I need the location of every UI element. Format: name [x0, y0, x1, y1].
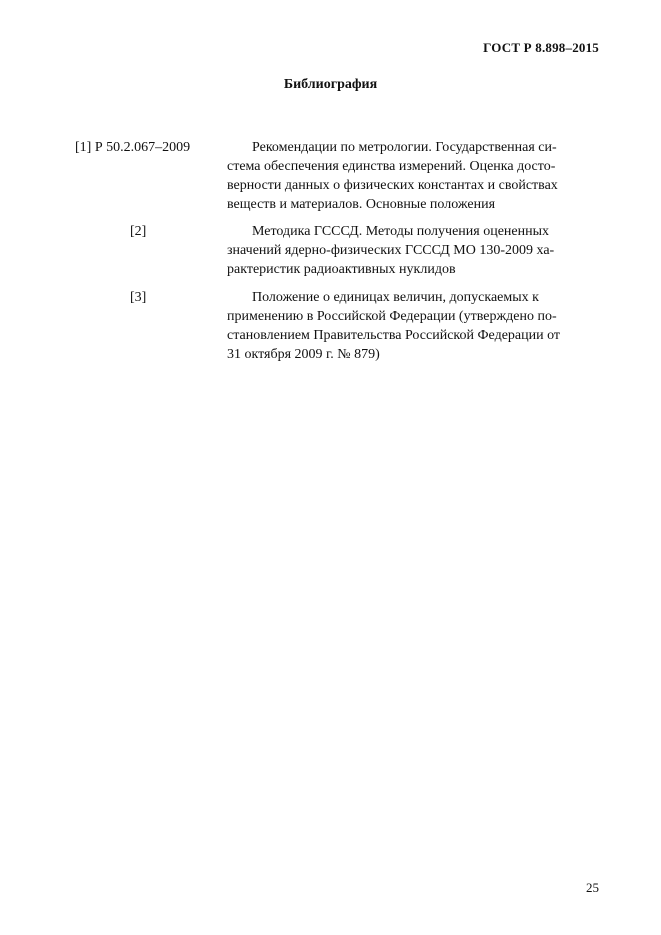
reference-label: [1] Р 50.2.067–2009 [75, 140, 191, 155]
page-number: 25 [586, 880, 599, 895]
reference-text [227, 222, 599, 279]
reference-line: верности данных о физических константах и свойствах [227, 178, 558, 193]
document-code: ГОСТ Р 8.898–2015 [483, 40, 599, 55]
reference-line: Рекомендации по метрологии. Государственная си- [252, 140, 557, 155]
reference-line: рактеристик радиоактивных нуклидов [227, 262, 456, 277]
reference-line: Положение о единицах величин, допускаемых к [252, 290, 539, 305]
reference-line: значений ядерно-физических ГСССД МО 130-2009 ха- [227, 243, 555, 258]
reference-line: Методика ГСССД. Методы получения оцененных [252, 224, 550, 239]
reference-text [227, 138, 599, 214]
reference-line: 31 октября 2009 г. № 879) [227, 347, 380, 362]
reference-line: становлением Правительства Российской Федерации от [227, 328, 561, 343]
page-title: Библиография [283, 77, 378, 92]
reference-label: [2] [130, 224, 147, 239]
reference-text [227, 288, 599, 364]
reference-label: [3] [130, 290, 147, 305]
reference-line: веществ и материалов. Основные положения [227, 197, 496, 212]
reference-line: применению в Российской Федерации (утверждено по- [227, 309, 557, 324]
reference-line: стема обеспечения единства измерений. Оценка досто- [227, 159, 556, 174]
